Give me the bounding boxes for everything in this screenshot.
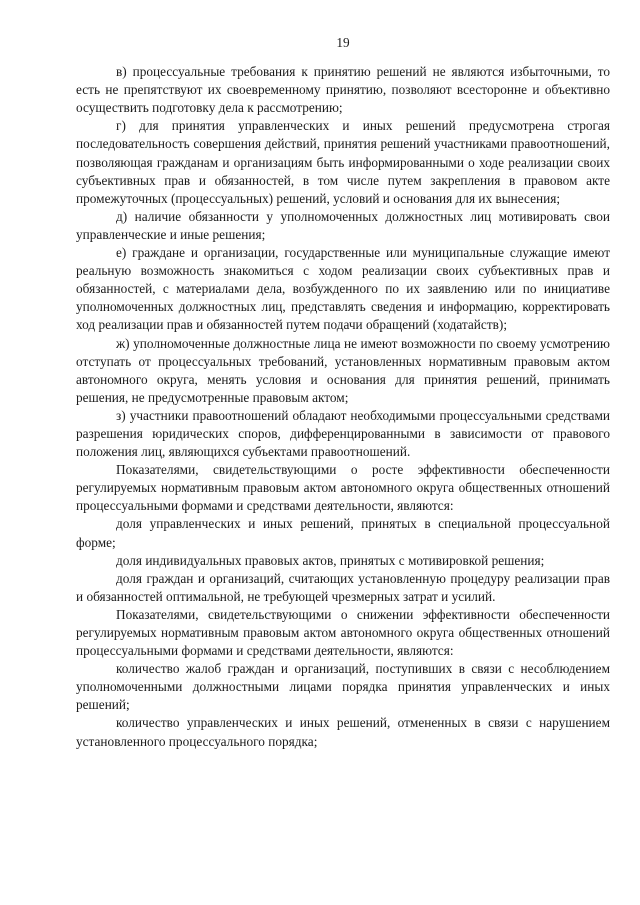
page-number: 19 <box>336 35 350 50</box>
growth-indicators-intro: Показателями, свидетельствующими о росте эффективности обеспеченности регулируемых нормативным правовым актом автономного округа общественных отношений процессуальными формами и средствами деятельности, являются: <box>76 462 610 514</box>
paragraph-d: д) наличие обязанности у уполномоченных должностных лиц мотивировать свои управленческие и иные решения; <box>76 208 610 242</box>
paragraph-e: е) граждане и организации, государственные или муниципальные служащие имеют реальную возможность знакомиться с ходом реализации своих субъективных прав и обязанностей, с материалами дела, возбужденного по их заявлению или по инициативе уполномоченных должностных лиц, представлять сведения и информацию, корректировать ход реализации прав и обязанностей путем подачи обращений (ходатайств); <box>76 245 610 333</box>
paragraph-z: з) участники правоотношений обладают необходимыми процессуальными средствами разрешения юридических споров, дифференцированными в зависимости от правового положения лиц, являющихся субъектами правоотношений. <box>76 407 610 460</box>
decline-indicator-item: количество жалоб граждан и организаций, поступивших в связи с несоблюдением уполномоченными должностными лицами порядка принятия управленческих и иных решений; <box>76 661 610 713</box>
decline-indicators-intro: Показателями, свидетельствующими о снижении эффективности обеспеченности регулируемых нормативным правовым актом автономного округа общественных отношений процессуальными формами и средствами деятельности, являются: <box>76 606 610 659</box>
paragraph-g: г) для принятия управленческих и иных решений предусмотрена строгая последовательность совершения действий, принятия решений участниками правоотношений, позволяющая гражданам и организациям быть информированными о ходе реализации своих субъективных прав и обязанностей, в том числе путем закрепления в правовом акте промежуточных (процессуальных) решений, условий и основания для их вынесения; <box>76 118 610 206</box>
growth-indicator-item: доля управленческих и иных решений, принятых в специальной процессуальной форме; <box>76 516 610 550</box>
growth-indicator-item: доля индивидуальных правовых актов, принятых с мотивировкой решения; <box>116 552 545 568</box>
growth-indicator-item: доля граждан и организаций, считающих установленную процедуру реализации прав и обязанностей оптимальной, не требующей чрезмерных затрат и усилий. <box>76 570 610 604</box>
paragraph-zh: ж) уполномоченные должностные лица не имеют возможности по своему усмотрению отступать от процессуальных требований, установленных нормативным правовым актом автономного округа, менять условия и основания для принятия решений, принимать решения, не предусмотренные правовым актом; <box>76 335 610 405</box>
paragraph-v: в) процессуальные требования к принятию решений не являются избыточными, то есть не препятствуют их своевременному принятию, позволяют всесторонне и объективно осуществить подготовку дела к рассмотрению; <box>76 64 610 116</box>
decline-indicator-item: количество управленческих и иных решений, отмененных в связи с нарушением установленного процессуального порядка; <box>76 715 610 749</box>
document-page <box>76 34 610 751</box>
